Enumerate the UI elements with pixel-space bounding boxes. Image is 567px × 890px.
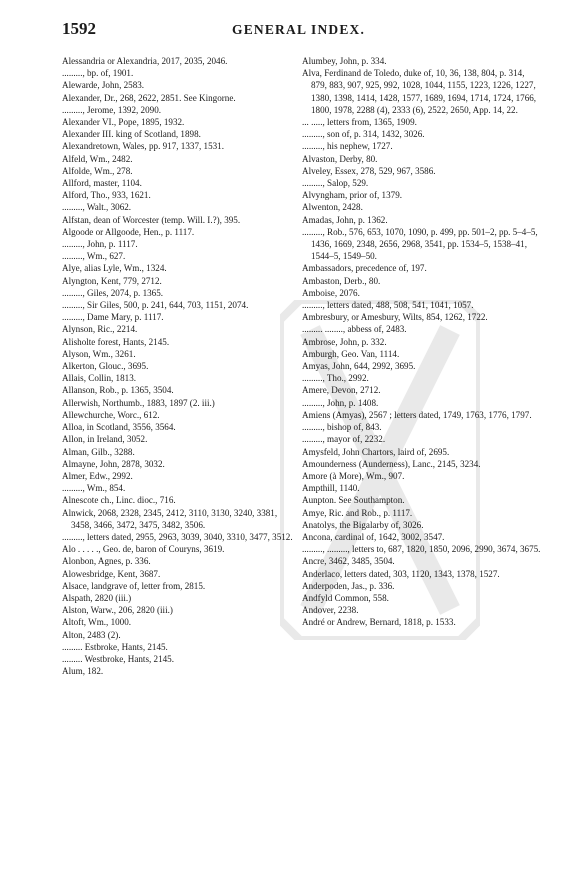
- index-entry: ........., son of, p. 314, 1432, 3026.: [302, 129, 425, 140]
- index-entry: Almer, Edw., 2992.: [62, 470, 133, 481]
- index-entry: Amore (à More), Wm., 907.: [302, 470, 405, 481]
- index-entry: Algoode or Allgoode, Hen., p. 1117.: [62, 226, 195, 237]
- index-entry: Alvaston, Derby, 80.: [302, 153, 378, 164]
- index-entry: Amyas, John, 644, 2992, 3695.: [302, 361, 416, 372]
- index-entry: Alowesbridge, Kent, 3687.: [62, 568, 161, 579]
- index-entry: Amysfeld, John Chartors, laird of, 2695.: [302, 446, 450, 457]
- index-entry: Alston, Warw., 206, 2820 (iii.): [62, 605, 173, 616]
- index-entry: Alye, alias Lyle, Wm., 1324.: [62, 263, 167, 274]
- index-entry: ........., John, p. 1117.: [62, 239, 138, 250]
- index-entry: Alfeld, Wm., 2482.: [62, 153, 133, 164]
- index-entry: Anderpoden, Jas., p. 336.: [302, 580, 395, 591]
- index-entry: ........., Wm., 854.: [62, 483, 126, 494]
- index-entry: Alumbey, John, p. 334.: [302, 56, 387, 66]
- index-entry: Alum, 182.: [62, 666, 104, 677]
- index-entry: Alisholte forest, Hants, 2145.: [62, 336, 170, 347]
- index-entry: Alexander VI., Pope, 1895, 1932.: [62, 117, 185, 128]
- index-entry: Amadas, John, p. 1362.: [302, 214, 388, 225]
- index-entry: André or Andrew, Bernard, 1818, p. 1533.: [302, 617, 456, 628]
- index-entry: Amere, Devon, 2712.: [302, 385, 381, 396]
- index-entry: Andfyld Common, 558.: [302, 592, 389, 603]
- index-entry: Amburgh, Geo. Van, 1114.: [302, 348, 400, 359]
- index-entry: Alspath, 2820 (iii.): [62, 592, 132, 603]
- index-entry: ........., Salop, 529.: [302, 178, 369, 189]
- index-entry: Ambresbury, or Amesbury, Wilts, 854, 1262, 1722.: [302, 312, 488, 323]
- index-entry: Alnwick, 2068, 2328, 2345, 2412, 3110, 3130, 3240, 3381, 3458, 3466, 3472, 3475, 3482, 3506.: [62, 507, 278, 530]
- index-entry: Ambaston, Derb., 80.: [302, 275, 381, 286]
- index-entry: Alewarde, John, 2583.: [62, 80, 145, 91]
- index-entry: Alkerton, Glouc., 3695.: [62, 361, 149, 372]
- index-entry: ........., Dame Mary, p. 1117.: [62, 312, 164, 323]
- index-entry: ........., Tho., 2992.: [302, 373, 369, 384]
- index-entry: ......... Estbroke, Hants, 2145.: [62, 641, 168, 652]
- index-entry: Alwenton, 2428.: [302, 202, 363, 213]
- index-entry: Alsace, landgrave of, letter from, 2815.: [62, 580, 206, 591]
- index-entry: Allon, in Ireland, 3052.: [62, 434, 148, 445]
- index-entry: ........., Jerome, 1392, 2090.: [62, 104, 162, 115]
- index-entry: Alva, Ferdinand de Toledo, duke of, 10, 36, 138, 804, p. 314, 879, 883, 907, 925, 992, 1028, 1044, 1155, 1223, 1226, 1227, 1380, 1398, 1414, 1428, 1577, 1689, 1694, 1714, 1724, 1766, 1800, 1978, 2288 (4), 2333 (6), 2522, 2650, App. 14, 22.: [302, 68, 537, 115]
- index-entry: Allewchurche, Worc., 612.: [62, 409, 160, 420]
- index-entry: ........., bp. of, 1901.: [62, 68, 134, 79]
- index-entry: Alfstan, dean of Worcester (temp. Will. I.?), 395.: [62, 214, 241, 225]
- page-number: 1592: [62, 19, 96, 38]
- index-entry: Anatolys, the Bigalarby of, 3026.: [302, 519, 424, 530]
- index-entry: Ancona, cardinal of, 1642, 3002, 3547.: [302, 531, 445, 542]
- index-entry: Alloa, in Scotland, 3556, 3564.: [62, 422, 176, 433]
- index-entry: Ambrose, John, p. 332.: [302, 336, 387, 347]
- index-entry: Allerwish, Northumb., 1883, 1897 (2. iii.): [62, 397, 215, 408]
- index-entry: Alton, 2483 (2).: [62, 629, 121, 640]
- index-entry: Altoft, Wm., 1000.: [62, 617, 132, 628]
- index-entry: Amiens (Amyas), 2567 ; letters dated, 1749, 1763, 1776, 1797.: [302, 409, 532, 420]
- index-entry: Alessandria or Alexandria, 2017, 2035, 2046.: [62, 56, 228, 66]
- index-entry: Ambassadors, precedence of, 197.: [302, 263, 427, 274]
- index-entry: Allanson, Rob., p. 1365, 3504.: [62, 385, 174, 396]
- index-entry: Almayne, John, 2878, 3032.: [62, 458, 165, 469]
- index-entry: Alfolde, Wm., 278.: [62, 165, 133, 176]
- index-entry: Alveley, Essex, 278, 529, 967, 3586.: [302, 165, 436, 176]
- index-entry: ........., mayor of, 2232.: [302, 434, 386, 445]
- page-title: GENERAL INDEX.: [232, 22, 366, 37]
- index-entry: ........., letters dated, 488, 508, 541, 1041, 1057.: [302, 300, 474, 311]
- index-entry: Allford, master, 1104.: [62, 178, 142, 189]
- index-entry: Amboise, 2076.: [302, 287, 360, 298]
- index-entry: Anderlaco, letters dated, 303, 1120, 1343, 1378, 1527.: [302, 568, 500, 579]
- index-entry: Allais, Collin, 1813.: [62, 373, 137, 384]
- index-entry: ........., John, p. 1408.: [302, 397, 379, 408]
- index-entry: Andover, 2238.: [302, 605, 359, 616]
- index-entry: ........., Wm., 627.: [62, 251, 126, 262]
- index-entry: ......... ........, abbess of, 2483.: [302, 324, 407, 335]
- index-entry: ........., bishop of, 843.: [302, 422, 382, 433]
- index-entry: ........., his nephew, 1727.: [302, 141, 393, 152]
- index-entry: ........., Rob., 576, 653, 1070, 1090, p. 499, pp. 501–2, pp. 5–4–5, 1436, 1669, 2348, 2656, 2968, 3541, pp. 1534–5, 1538–41, 1544–5, 1549–50.: [302, 226, 538, 262]
- index-entry: Ampthill, 1140.: [302, 483, 360, 494]
- index-entry: Alvyngham, prior of, 1379.: [302, 190, 403, 201]
- index-column-right: [302, 55, 542, 629]
- index-entry: Alyson, Wm., 3261.: [62, 348, 136, 359]
- index-entry: Ancre, 3462, 3485, 3504.: [302, 556, 395, 567]
- index-column-left: [62, 55, 298, 677]
- index-entry: ........., Walt., 3062.: [62, 202, 132, 213]
- index-entry: ........., letters dated, 2955, 2963, 3039, 3040, 3310, 3477, 3512.: [62, 531, 293, 542]
- index-entry: Alman, Gilb., 3288.: [62, 446, 135, 457]
- index-entry: ......... Westbroke, Hants, 2145.: [62, 653, 175, 664]
- index-entry: Aunpton. See Southampton.: [302, 495, 405, 506]
- index-entry: Alynson, Ric., 2214.: [62, 324, 138, 335]
- index-entry: ... ....., letters from, 1365, 1909.: [302, 117, 417, 128]
- index-entry: Alford, Tho., 933, 1621.: [62, 190, 151, 201]
- index-entry: Alnescote ch., Linc. dioc., 716.: [62, 495, 176, 506]
- index-entry: Alo . . . . ., Geo. de, baron of Couryns, 3619.: [62, 544, 225, 555]
- index-entry: Amye, Ric. and Rob., p. 1117.: [302, 507, 413, 518]
- index-entry: ........., Sir Giles, 500, p. 241, 644, 703, 1151, 2074.: [62, 300, 249, 311]
- index-entry: Amounderness (Aunderness), Lanc., 2145, 3234.: [302, 458, 481, 469]
- index-entry: Alexander, Dr., 268, 2622, 2851. See Kingorne.: [62, 92, 236, 103]
- index-entry: Alyngton, Kent, 779, 2712.: [62, 275, 162, 286]
- index-entry: Alonbon, Agnes, p. 336.: [62, 556, 151, 567]
- index-entry: ........., ........., letters to, 687, 1820, 1850, 2096, 2990, 3674, 3675.: [302, 544, 541, 555]
- index-entry: Alexander III. king of Scotland, 1898.: [62, 129, 201, 140]
- index-entry: ........., Giles, 2074, p. 1365.: [62, 287, 164, 298]
- index-entry: Alexandretown, Wales, pp. 917, 1337, 1531.: [62, 141, 225, 152]
